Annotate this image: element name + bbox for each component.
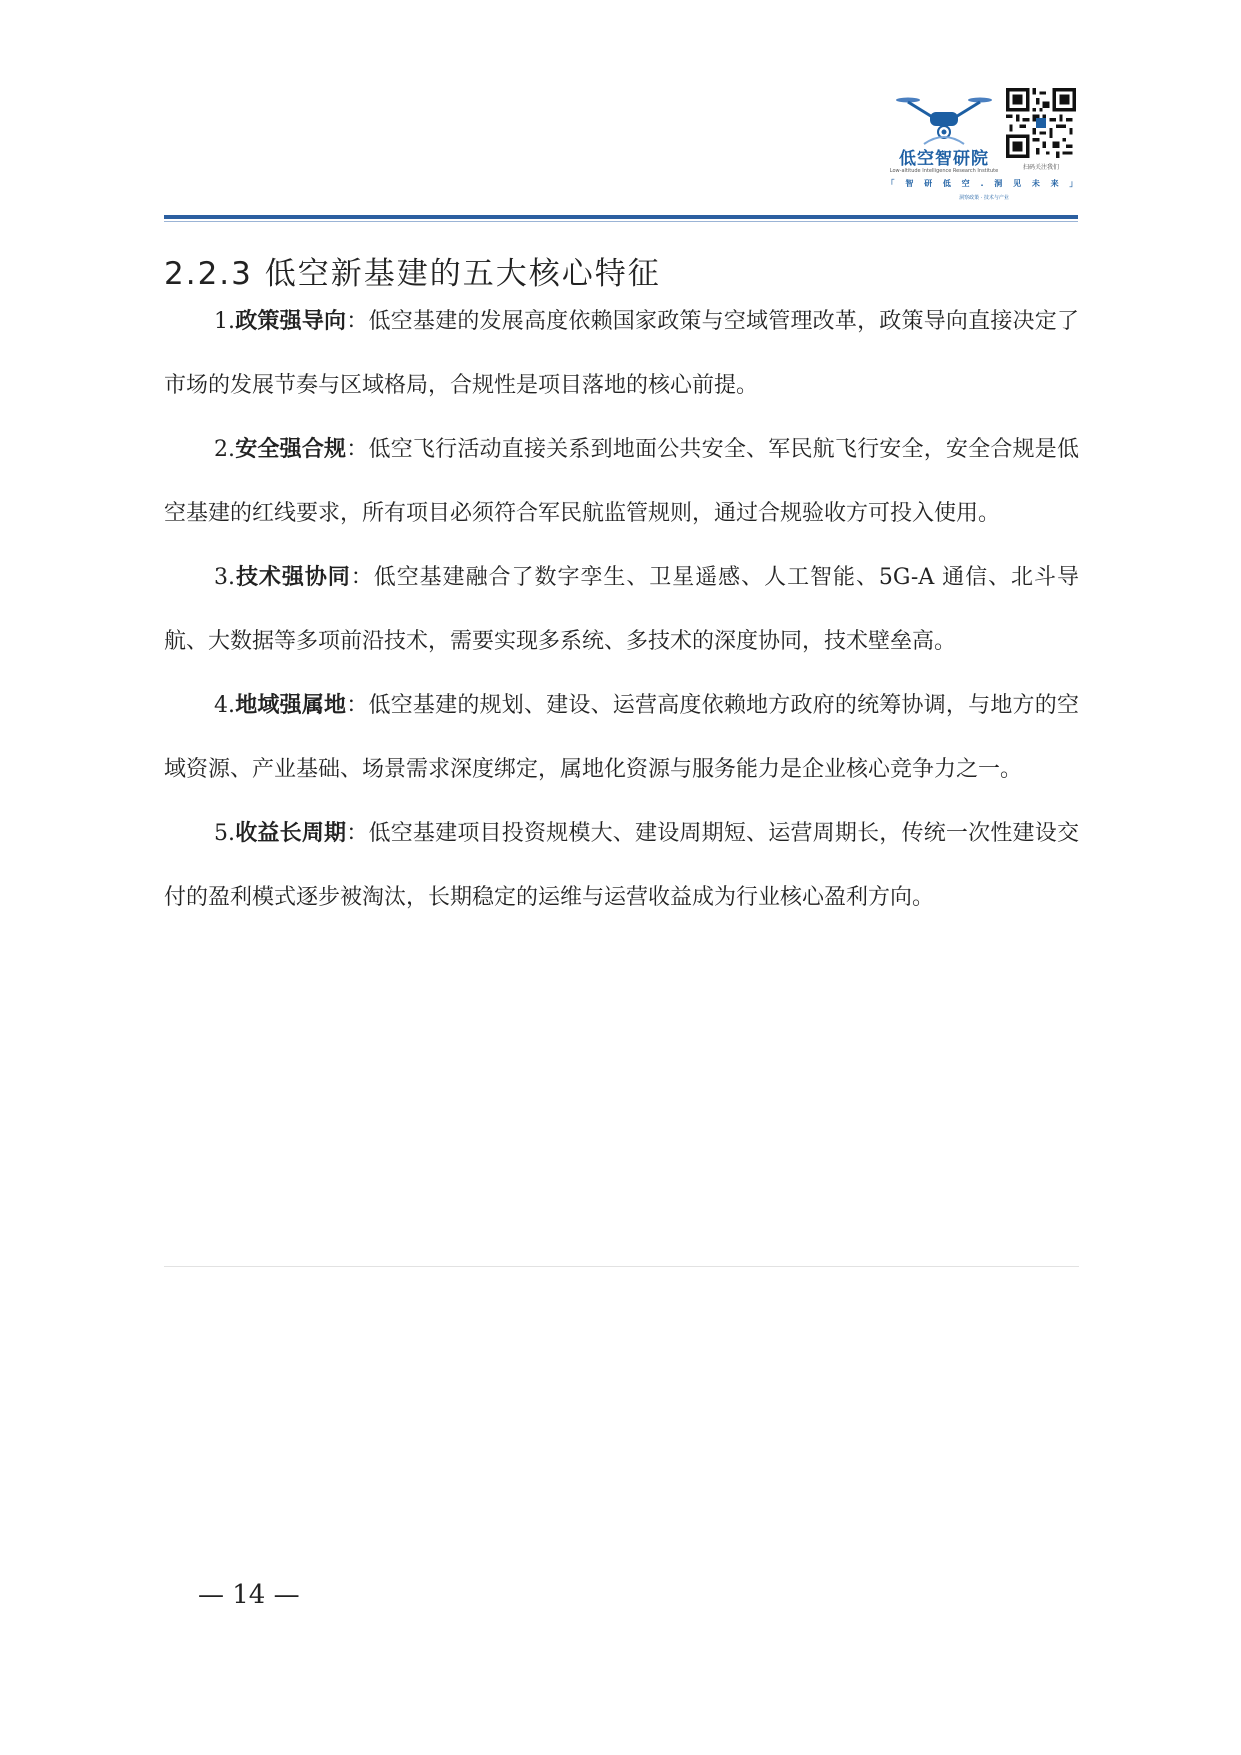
paragraph-item-2 xyxy=(164,418,1079,546)
section-title: 2.2.3 低空新基建的五大核心特征 xyxy=(164,255,661,292)
item-text: 低空基建的发展高度依赖国家政策与空域管理改革，政策导向直接决定了市场的发展节奏与区域格局，合规性是项目落地的核心前提。 xyxy=(164,309,1079,398)
paragraph-item-3 xyxy=(164,546,1079,674)
header-divider xyxy=(164,215,1078,219)
item-colon: ： xyxy=(350,565,374,590)
item-label: 收益长周期 xyxy=(235,821,347,846)
header-divider-thin xyxy=(164,221,1078,222)
paragraph-item-5 xyxy=(164,802,1079,930)
page-number: — 14 — xyxy=(198,1580,300,1610)
item-colon: ： xyxy=(346,821,369,846)
logo-english-name: Low-altitude Intelligence Research Institute xyxy=(889,168,999,174)
item-text: 低空基建融合了数字孪生、卫星遥感、人工智能、5G-A 通信、北斗导航、大数据等多项前沿技术，需要实现多系统、多技术的深度协同，技术壁垒高。 xyxy=(164,565,1079,654)
item-number: 3. xyxy=(214,565,235,590)
item-text: 低空基建的规划、建设、运营高度依赖地方政府的统筹协调，与地方的空域资源、产业基础、场景需求深度绑定，属地化资源与服务能力是企业核心竞争力之一。 xyxy=(164,693,1079,782)
paragraph-item-4 xyxy=(164,674,1079,802)
qr-caption: 扫码关注我们 xyxy=(1022,164,1059,171)
item-colon: ： xyxy=(346,309,369,334)
item-colon: ： xyxy=(346,693,369,718)
item-text: 低空基建项目投资规模大、建设周期短、运营周期长，传统一次性建设交付的盈利模式逐步被淘汰，长期稳定的运维与运营收益成为行业核心盈利方向。 xyxy=(164,821,1079,910)
item-number: 5. xyxy=(214,821,235,846)
item-label: 安全强合规 xyxy=(235,437,347,462)
bottom-divider xyxy=(164,1266,1079,1267)
item-label: 技术强协同 xyxy=(235,565,351,590)
item-label: 政策强导向 xyxy=(235,309,347,334)
item-number: 1. xyxy=(214,309,235,334)
content-body xyxy=(164,290,1079,930)
item-colon: ： xyxy=(346,437,369,462)
sub-slogan: 洞察政策 · 技术与产业 xyxy=(959,195,1009,201)
slogan: 「 智 研 低 空 . 洞 见 未 来 」 xyxy=(886,179,1082,188)
paragraph-item-1 xyxy=(164,290,1079,418)
item-label: 地域强属地 xyxy=(235,693,347,718)
item-text: 低空飞行活动直接关系到地面公共安全、军民航飞行安全，安全合规是低空基建的红线要求，所有项目必须符合军民航监管规则，通过合规验收方可投入使用。 xyxy=(164,437,1079,526)
logo-name: 低空智研院 xyxy=(899,149,989,169)
header-logo-block xyxy=(884,82,1094,202)
item-number: 4. xyxy=(214,693,235,718)
drone-logo-icon xyxy=(894,90,994,150)
qr-code-icon xyxy=(1006,88,1076,158)
item-number: 2. xyxy=(214,437,235,462)
